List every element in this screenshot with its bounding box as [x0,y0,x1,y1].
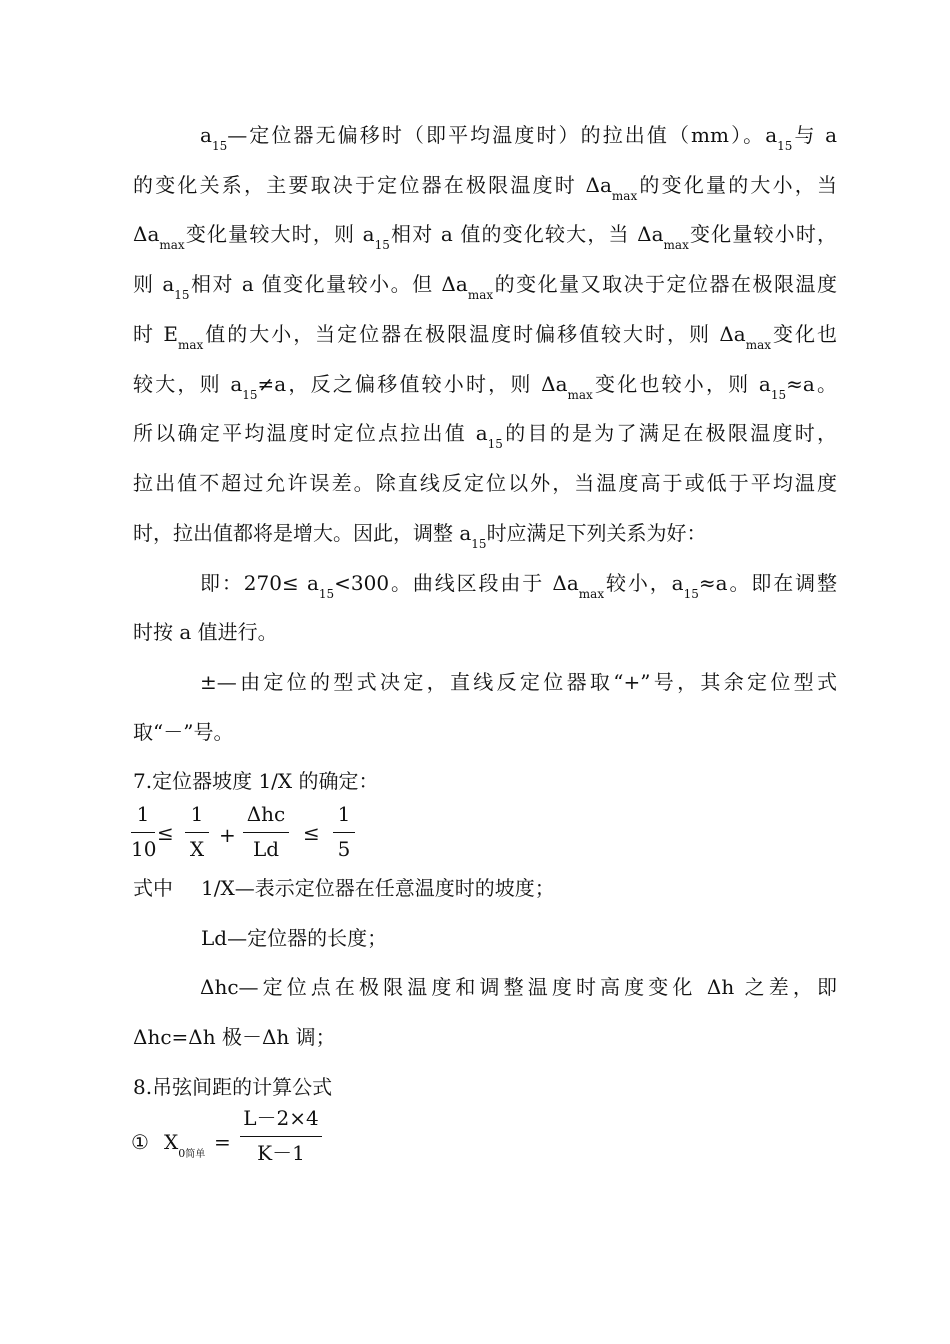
circled-number-1: ① [131,1130,149,1154]
fraction-1-over-5: 1 5 [333,802,355,861]
para1-line3: $\Delta a_{max}$变化量较大时，则 $a_{15}$相对 a 值的变化较大，当 $\Delta a_{max}$变化量较小时， [133,222,838,252]
para1-line2: 的变化关系，主要取决于定位器在极限温度时 $\Delta a_{max}$的变化量的大小，当 [133,173,838,203]
where-label: 式中 [133,876,173,900]
formula-variable-x: $X_{0简单}$ [164,1130,206,1160]
para1-line9: 时，拉出值都将是增大。因此，调整 $a_{15}$时应满足下列关系为好： [133,521,707,551]
leq-sign-2: ≤ [303,821,320,845]
leq-sign-1: ≤ [157,821,174,845]
para1-line7: 所以确定平均温度时定位点拉出值 $a_{15}$的目的是为了满足在极限温度时， [133,421,838,451]
plus-sign: + [219,823,236,847]
definition-dhc: Δhc—定位点在极限温度和调整温度时高度变化 Δh 之差，即 [200,975,837,999]
para3-line2: 取“－”号。 [133,720,234,744]
para2-line1: 即：$270\le a_{15}<300$。曲线区段由于 $\Delta a_{max}$较小，$a_{15}\approx a$。即在调整 [200,571,837,601]
para2-line2: 时按 a 值进行。 [133,620,278,644]
section8-heading: 8.吊弦间距的计算公式 [133,1075,333,1099]
section7-heading: 7.定位器坡度 1/X 的确定： [133,769,379,793]
fraction-1-over-10: 1 10 [131,802,157,861]
fraction-1-over-x: 1 X [185,802,209,861]
para1-line1: $a_{15}—$定位器无偏移时（即平均温度时）的拉出值（mm）。$a_{15}$与 a [200,123,837,153]
fraction-spacing: L－2×4 K－1 [240,1106,322,1165]
para1-line5: 时 $E_{max}$值的大小，当定位器在极限温度时偏移值较大时，则 $\Delta a_{max}$变化也 [133,322,837,352]
fraction-dhc-over-ld: Δhc Ld [243,802,289,861]
definition-length: Ld—定位器的长度； [201,926,388,950]
para1-line4: 则 $a_{15}$相对 a 值变化量较小。但 $\Delta a_{max}$的变化量又取决于定位器在极限温度 [133,272,837,302]
para1-line8: 拉出值不超过允许误差。除直线反定位以外，当温度高于或低于平均温度 [133,471,837,495]
para1-line6: 较大，则 $a_{15}\ne a$，反之偏移值较小时，则 $\Delta a_{max}$变化也较小，则 $a_{15}\approx a$。 [133,372,838,402]
definition-slope: 1/X—表示定位器在任意温度时的坡度； [201,876,555,900]
para3-line1: ±—由定位的型式决定，直线反定位器取“+”号，其余定位型式 [200,670,837,694]
equals-sign: = [214,1130,231,1154]
definition-dhc-equation: Δhc=Δh 极－Δh 调； [133,1025,336,1049]
